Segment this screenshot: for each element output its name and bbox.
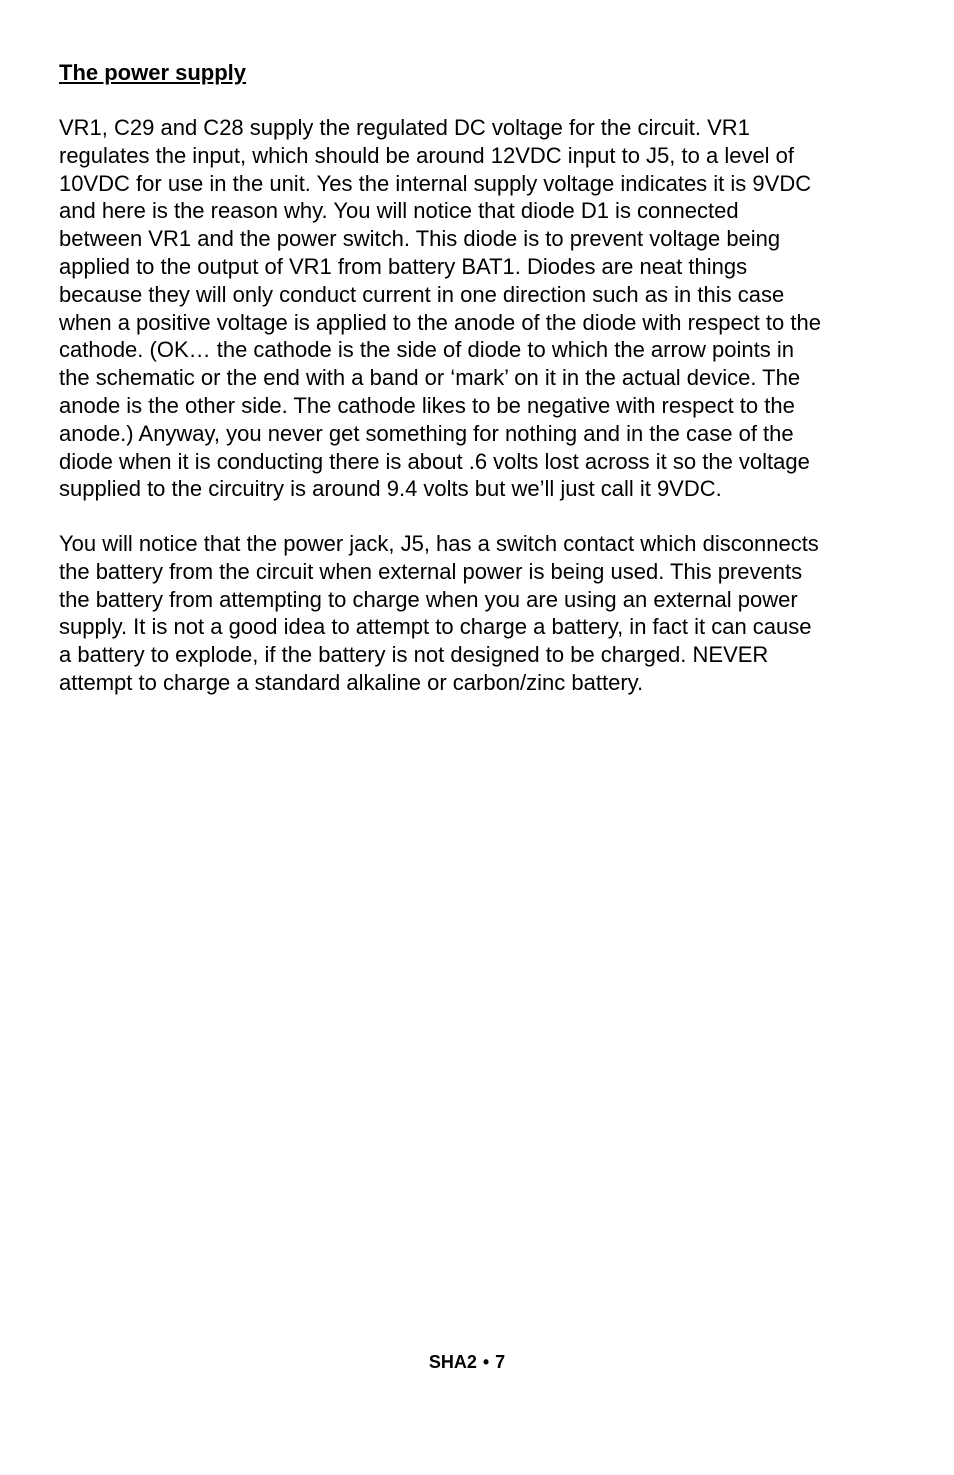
footer-page-number: 7 (495, 1352, 506, 1372)
paragraph-power-jack: You will notice that the power jack, J5, has a switch contact which disconnects the battery from the circuit when external power is being used. This prevents the battery from attempting to charge when you are using an external power supply. It is not a good idea to attempt to charge a battery, in fact it can cause a battery to explode, if the battery is not designed to be charged. NEVER attempt to charge a standard alkaline or carbon/zinc battery. (59, 531, 819, 695)
paragraph-voltage-regulation: VR1, C29 and C28 supply the regulated DC voltage for the circuit. VR1 regulates the input, which should be around 12VDC input to J5, to a level of 10VDC for use in the unit. Yes the internal supply voltage indicates it is 9VDC and here is the reason why. You will notice that diode D1 is connected between VR1 and the power switch. This diode is to prevent voltage being applied to the output of VR1 from battery BAT1. Diodes are neat things because they will only conduct current in one direction such as in this case when a positive voltage is applied to the anode of the diode with respect to the cathode. (OK… the cathode is the side of diode to which the arrow points in the schematic or the end with a band or ‘mark’ on it in the actual device. The anode is the other side. The cathode likes to be negative with respect to the anode.) Anyway, you never get something for nothing and in the case of the diode when it is conducting there is about .6 volts lost across it so the voltage supplied to the circuitry is around 9.4 volts but we’ll just call it 9VDC. (59, 115, 821, 502)
section-heading: The power supply (59, 60, 247, 85)
footer-doc-code: SHA2 (428, 1352, 477, 1372)
bullet-separator-icon: • (482, 1352, 490, 1372)
page-footer (0, 1350, 934, 1374)
